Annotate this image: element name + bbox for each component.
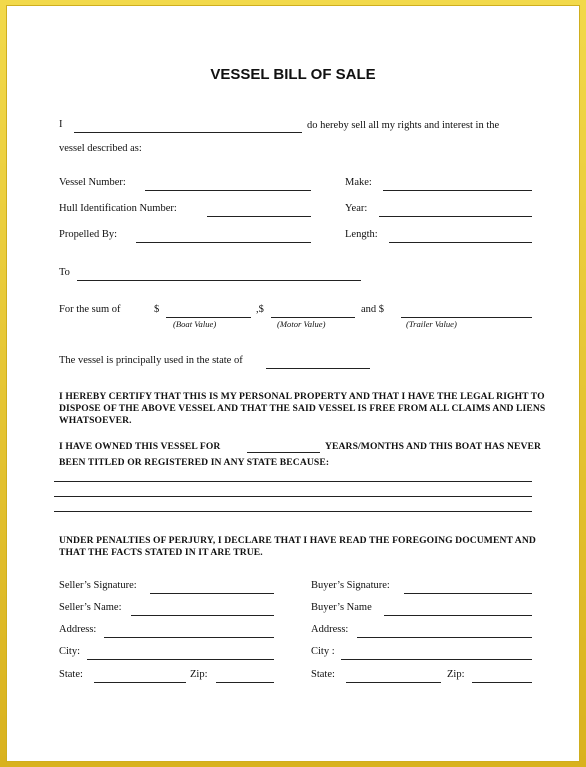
seller-name-field-line[interactable] — [131, 615, 274, 616]
year-label: Year: — [345, 203, 368, 214]
for-sum-label: For the sum of — [59, 304, 121, 315]
seller-name-label: Seller’s Name: — [59, 602, 122, 613]
seller-city-label: City: — [59, 646, 81, 657]
reason-line-2[interactable] — [54, 496, 532, 497]
owned-text-2: YEARS/MONTHS AND THIS BOAT HAS NEVER — [325, 441, 542, 452]
make-line[interactable] — [383, 190, 532, 191]
intro-i-label: I — [59, 119, 63, 130]
certify-line-3: WHATSOEVER. — [59, 415, 132, 426]
dollar-sign-1: $ — [154, 304, 160, 315]
buyer-signature-label: Buyer’s Signature: — [311, 580, 390, 591]
length-line[interactable] — [389, 242, 532, 243]
seller-city-line[interactable] — [87, 659, 274, 660]
hull-id-line[interactable] — [207, 216, 311, 217]
make-label: Make: — [345, 177, 372, 188]
perjury-line-1: UNDER PENALTIES OF PERJURY, I DECLARE THAT I HAVE READ THE FOREGOING DOCUMENT AND — [59, 535, 536, 546]
state-used-label: The vessel is principally used in the state of — [59, 355, 243, 366]
vessel-number-label: Vessel Number: — [59, 177, 126, 188]
buyer-zip-line[interactable] — [472, 682, 532, 683]
certify-line-1: I HEREBY CERTIFY THAT THIS IS MY PERSONAL PROPERTY AND THAT I HAVE THE LEGAL RIGHT TO — [59, 391, 545, 402]
vessel-number-line[interactable] — [145, 190, 311, 191]
certify-line-2: DISPOSE OF THE ABOVE VESSEL AND THAT THE SAID VESSEL IS FREE FROM ALL CLAIMS AND LIENS — [59, 403, 546, 414]
length-label: Length: — [345, 229, 378, 240]
owned-text-3: BEEN TITLED OR REGISTERED IN ANY STATE BECAUSE: — [59, 457, 330, 468]
buyer-name-line[interactable] — [384, 615, 532, 616]
buyer-city-label: City : — [311, 646, 335, 657]
propelled-by-line[interactable] — [136, 242, 311, 243]
owned-text-1: I HAVE OWNED THIS VESSEL FOR — [59, 441, 221, 452]
intro-text: do hereby sell all my rights and interest in the — [307, 120, 500, 131]
intro-text-2: vessel described as: — [59, 143, 142, 154]
and-dollar-label: and $ — [361, 304, 385, 315]
seller-address-label: Address: — [59, 624, 97, 635]
buyer-name-label: Buyer’s Name — [311, 602, 372, 613]
hull-id-label: Hull Identification Number: — [59, 203, 177, 214]
seller-state-label: State: — [59, 669, 83, 680]
seller-address-line[interactable] — [104, 637, 274, 638]
seller-name-line[interactable] — [74, 132, 302, 133]
buyer-state-line[interactable] — [346, 682, 441, 683]
document-title: VESSEL BILL OF SALE — [210, 66, 376, 83]
buyer-signature-line[interactable] — [404, 593, 532, 594]
motor-value-caption: (Motor Value) — [277, 319, 326, 329]
propelled-by-label: Propelled By: — [59, 229, 118, 240]
buyer-zip-label: Zip: — [447, 669, 465, 680]
seller-state-line[interactable] — [94, 682, 186, 683]
buyer-state-label: State: — [311, 669, 335, 680]
state-used-line[interactable] — [266, 368, 370, 369]
seller-signature-label: Seller’s Signature: — [59, 580, 137, 591]
boat-value-caption: (Boat Value) — [173, 319, 217, 329]
dollar-sign-2: ,$ — [256, 304, 264, 315]
reason-line-3[interactable] — [54, 511, 532, 512]
owned-duration-line[interactable] — [247, 452, 320, 453]
buyer-address-line[interactable] — [357, 637, 532, 638]
document-page — [6, 5, 580, 762]
to-label: To — [59, 267, 70, 278]
seller-zip-label: Zip: — [190, 669, 208, 680]
reason-line-1[interactable] — [54, 481, 532, 482]
buyer-city-line[interactable] — [341, 659, 532, 660]
seller-zip-line[interactable] — [216, 682, 274, 683]
buyer-to-line[interactable] — [77, 280, 361, 281]
trailer-value-caption: (Trailer Value) — [406, 319, 457, 329]
seller-signature-line[interactable] — [150, 593, 274, 594]
perjury-line-2: THAT THE FACTS STATED IN IT ARE TRUE. — [59, 547, 263, 558]
buyer-address-label: Address: — [311, 624, 349, 635]
year-line[interactable] — [379, 216, 532, 217]
